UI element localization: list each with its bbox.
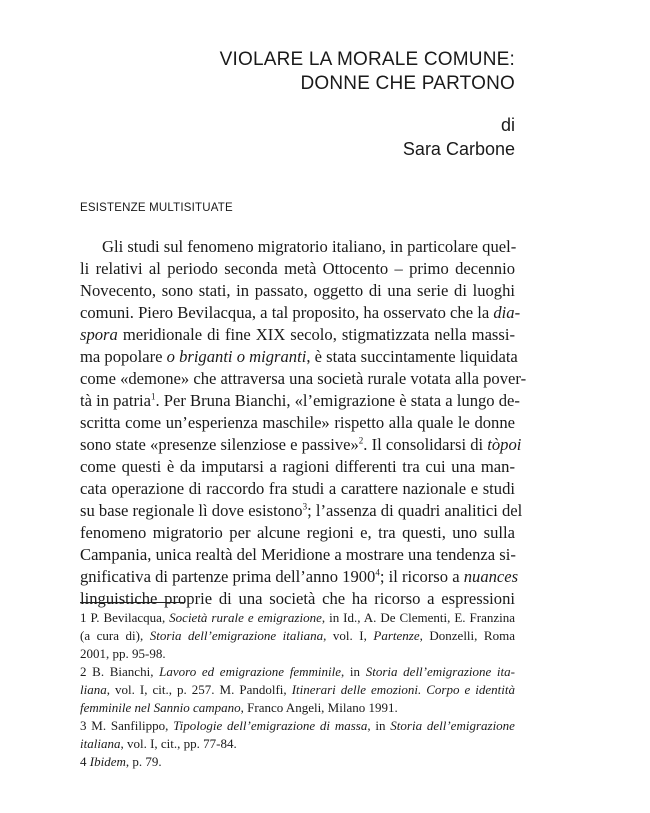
footnote-3: [80, 735, 515, 753]
footnote-italic: italiana: [80, 736, 121, 751]
footnote-italic: Itinerari delle emozioni. Corpo e identità: [291, 682, 516, 697]
body-text: , è stata succintamente liquidata: [306, 347, 518, 366]
footnote-text: , p. 79.: [125, 754, 162, 769]
footnote-italic: Storia dell’emigrazione italiana: [149, 628, 324, 643]
footnote-text: , Donzelli, Roma: [419, 628, 515, 643]
body-text: ; il ricorso a: [379, 567, 464, 586]
body-text: comuni. Piero Bevilacqua, a tal proposito, ha osservato che la: [80, 303, 494, 322]
body-text: sono state «presenze silenziose e passive»: [80, 435, 359, 454]
body-text: . Il consolidarsi di: [363, 435, 488, 454]
footnote-2: [80, 663, 515, 681]
footnote-text: 1 P. Bevilacqua,: [80, 610, 170, 625]
footnote-italic: femminile nel Sannio campano: [80, 700, 241, 715]
chapter-title-line-1: VIOLARE LA MORALE COMUNE:: [219, 49, 515, 70]
footnote-italic: liana: [80, 682, 107, 697]
body-line: cata operazione di raccordo fra studi a carattere nazionale e studi: [80, 479, 515, 498]
body-line: Gli studi sul fenomeno migratorio italiano, in particolare quel-: [102, 237, 517, 256]
body-text: meridionale di fine XIX secolo, stigmatizzata nella massi-: [117, 325, 515, 344]
footnote-italic: Storia dell’emigrazione ita-: [365, 664, 515, 679]
body-italic: dia-: [493, 303, 521, 322]
body-italic: tòpoi: [487, 435, 522, 454]
footnote-divider: [80, 602, 185, 603]
body-line: [80, 346, 518, 368]
body-line: fenomeno migratorio per alcune regioni e, tra questi, uno sulla: [80, 523, 515, 542]
footnotes: [80, 609, 515, 771]
body-text: tà in patria: [80, 391, 151, 410]
footnote-text: , vol. I, cit., p. 257. M. Pandolfi,: [106, 682, 292, 697]
body-line: [80, 390, 520, 412]
body-line: li relativi al periodo seconda metà Ottocento – primo decennio: [80, 259, 515, 278]
body-line: Novecento, sono stati, in passato, oggetto di una serie di luoghi: [80, 281, 515, 300]
chapter-title-line-2: DONNE CHE PARTONO: [300, 73, 515, 94]
body-paragraph: [80, 236, 527, 610]
footnote-italic: Lavoro ed emigrazione femminile: [159, 664, 342, 679]
body-text: gnificativa di partenze prima dell’anno 1900: [80, 567, 376, 586]
footnote-text: 2 B. Bianchi,: [80, 664, 160, 679]
body-line: [80, 500, 523, 522]
footnote-text: , vol. I,: [323, 628, 374, 643]
footnote-text: , vol. I, cit., pp. 77-84.: [120, 736, 237, 751]
body-italic: nuances: [463, 567, 519, 586]
footnote-1: [80, 609, 515, 627]
author-by: di: [500, 115, 515, 135]
footnote-ref[interactable]: 4: [375, 567, 380, 578]
footnote-1: 2001, pp. 95-98.: [80, 646, 166, 661]
footnote-2: [80, 681, 515, 699]
body-line: [80, 302, 521, 324]
body-text: ma popolare: [80, 347, 167, 366]
footnote-text: , in: [367, 718, 391, 733]
author-block: [403, 113, 515, 161]
footnote-text: (a cura di),: [80, 628, 150, 643]
body-text: . Per Bruna Bianchi, «l’emigrazione è stata a lungo de-: [155, 391, 520, 410]
footnote-italic: Tipologie dell’emigrazione di massa: [173, 718, 368, 733]
body-text: ; l’assenza di quadri analitici del: [307, 501, 523, 520]
chapter-title: [220, 48, 515, 96]
footnote-ref[interactable]: 1: [150, 391, 156, 402]
body-line: come «demone» che attraversa una società rurale votata alla pover-: [80, 369, 527, 388]
body-line: [80, 566, 519, 588]
footnote-1: [80, 627, 515, 645]
body-line: come questi è da imputarsi a ragioni differenti tra cui una man-: [80, 457, 515, 476]
footnote-italic: Storia dell’emigrazione: [390, 718, 515, 733]
body-italic: o briganti o migranti: [166, 347, 307, 366]
body-line: scritta come un’esperienza maschile» rispetto alla quale le donne: [80, 413, 515, 432]
footnote-text: 3 M. Sanfilippo,: [80, 718, 174, 733]
footnote-italic: Partenze: [373, 628, 420, 643]
body-text: su base regionale lì dove esistono: [80, 501, 303, 520]
footnote-text: , in: [341, 664, 366, 679]
footnote-italic: Società rurale e emigrazione: [169, 610, 322, 625]
footnote-4: [80, 753, 515, 771]
section-heading: ESISTENZE MULTISITUATE: [80, 202, 233, 214]
footnote-text: , Franco Angeli, Milano 1991.: [240, 700, 398, 715]
footnote-ref[interactable]: 2: [358, 435, 364, 446]
author-name: Sara Carbone: [402, 139, 515, 159]
footnote-text: , in Id., A. De Clementi, E. Franzina: [321, 610, 515, 625]
footnote-text: 4: [80, 754, 90, 769]
footnote-3: [80, 717, 515, 735]
footnote-italic: Ibidem: [89, 754, 126, 769]
footnote-ref[interactable]: 3: [302, 501, 308, 512]
body-line: [80, 434, 522, 456]
body-line: Campania, unica realtà del Meridione a mostrare una tendenza si-: [80, 545, 516, 564]
body-italic: spora: [80, 325, 118, 344]
footnote-2: [80, 699, 515, 717]
body-line: linguistiche proprie di una società che ha ricorso a espressioni: [80, 589, 515, 608]
body-line: [80, 324, 515, 346]
